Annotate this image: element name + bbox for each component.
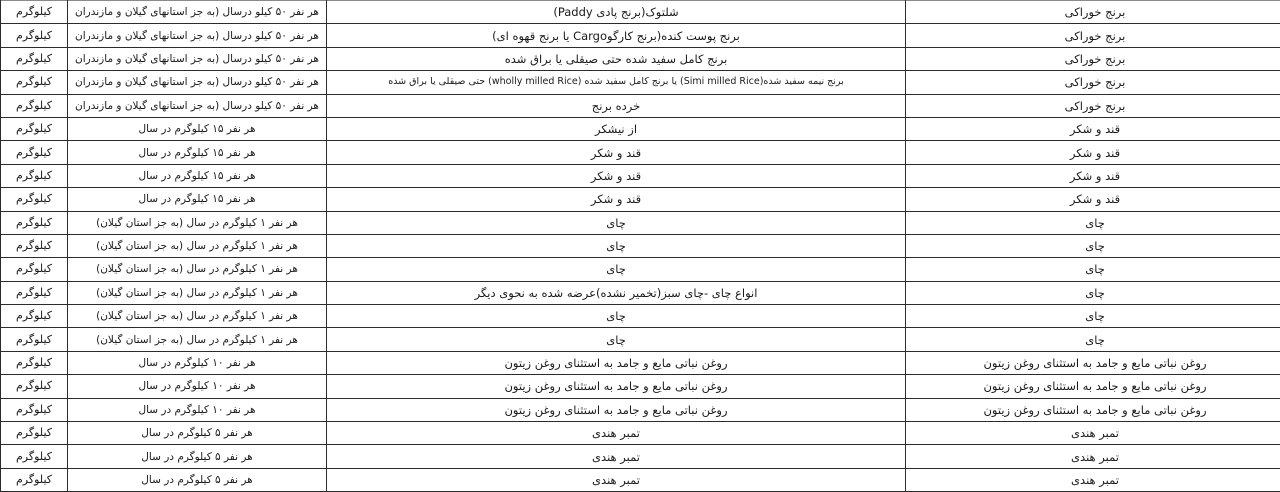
table-row xyxy=(1,117,1280,140)
cell-quota: هر نفر ۵۰ کیلو درسال (به جز استانهای گیلان و مازندران xyxy=(68,1,327,24)
cell-quota: هر نفر ۱ کیلوگرم در سال (به جز استان گیلان) xyxy=(68,328,327,351)
table-row xyxy=(1,1,1280,24)
cell-quota: هر نفر ۱ کیلوگرم در سال (به جز استان گیلان) xyxy=(68,258,327,281)
cell-unit: کیلوگرم xyxy=(1,468,68,491)
cell-description: روغن نباتی مایع و جامد به استثنای روغن زیتون xyxy=(327,375,906,398)
cell-description: خرده برنج xyxy=(327,94,906,117)
table-row xyxy=(1,281,1280,304)
cell-quota: هر نفر ۵ کیلوگرم در سال xyxy=(68,468,327,491)
cell-quota: هر نفر ۱۰ کیلوگرم در سال xyxy=(68,375,327,398)
cell-unit: کیلوگرم xyxy=(1,211,68,234)
cell-quota: هر نفر ۵۰ کیلو درسال (به جز استانهای گیلان و مازندران xyxy=(68,24,327,47)
cell-unit: کیلوگرم xyxy=(1,94,68,117)
cell-description: چای xyxy=(327,305,906,328)
cell-description: برنج نیمه سفید شده(Simi milled Rice) یا برنج کامل سفید شده (wholly milled Rice) حتی صیقلی یا براق شده xyxy=(327,71,906,94)
cell-description: قند و شکر xyxy=(327,164,906,187)
cell-group: قند و شکر xyxy=(906,188,1280,211)
cell-unit: کیلوگرم xyxy=(1,47,68,70)
cell-group: روغن نباتی مایع و جامد به استثنای روغن زیتون xyxy=(906,351,1280,374)
cell-quota: هر نفر ۵۰ کیلو درسال (به جز استانهای گیلان و مازندران xyxy=(68,94,327,117)
cell-unit: کیلوگرم xyxy=(1,164,68,187)
cell-group: چای xyxy=(906,234,1280,257)
cell-unit: کیلوگرم xyxy=(1,328,68,351)
cell-description: تمبر هندی xyxy=(327,422,906,445)
cell-group: تمبر هندی xyxy=(906,468,1280,491)
cell-unit: کیلوگرم xyxy=(1,422,68,445)
cell-description: چای xyxy=(327,328,906,351)
table-row xyxy=(1,258,1280,281)
cell-group: چای xyxy=(906,328,1280,351)
cell-group: چای xyxy=(906,258,1280,281)
cell-unit: کیلوگرم xyxy=(1,117,68,140)
table-row xyxy=(1,422,1280,445)
cell-group: روغن نباتی مایع و جامد به استثنای روغن زیتون xyxy=(906,398,1280,421)
cell-unit: کیلوگرم xyxy=(1,141,68,164)
table-row xyxy=(1,234,1280,257)
table-row xyxy=(1,188,1280,211)
cell-description: چای xyxy=(327,258,906,281)
cell-quota: هر نفر ۵۰ کیلو درسال (به جز استانهای گیلان و مازندران xyxy=(68,71,327,94)
cell-group: برنج خوراکی xyxy=(906,1,1280,24)
cell-unit: کیلوگرم xyxy=(1,305,68,328)
table-row xyxy=(1,375,1280,398)
cell-unit: کیلوگرم xyxy=(1,375,68,398)
cell-description: چای xyxy=(327,234,906,257)
table-row xyxy=(1,468,1280,491)
table-row xyxy=(1,71,1280,94)
cell-group: روغن نباتی مایع و جامد به استثنای روغن زیتون xyxy=(906,375,1280,398)
cell-group: چای xyxy=(906,211,1280,234)
cell-quota: هر نفر ۱۵ کیلوگرم در سال xyxy=(68,164,327,187)
cell-description: چای xyxy=(327,211,906,234)
cell-description: تمبر هندی xyxy=(327,468,906,491)
cell-quota: هر نفر ۵۰ کیلو درسال (به جز استانهای گیلان و مازندران xyxy=(68,47,327,70)
cell-unit: کیلوگرم xyxy=(1,1,68,24)
cell-quota: هر نفر ۱ کیلوگرم در سال (به جز استان گیلان) xyxy=(68,211,327,234)
cell-unit: کیلوگرم xyxy=(1,351,68,374)
cell-quota: هر نفر ۱۵ کیلوگرم در سال xyxy=(68,141,327,164)
cell-quota: هر نفر ۵ کیلوگرم در سال xyxy=(68,445,327,468)
cell-group: برنج خوراکی xyxy=(906,94,1280,117)
cell-quota: هر نفر ۱ کیلوگرم در سال (به جز استان گیلان) xyxy=(68,281,327,304)
table-row xyxy=(1,351,1280,374)
table-row xyxy=(1,47,1280,70)
table-row xyxy=(1,398,1280,421)
cell-group: قند و شکر xyxy=(906,164,1280,187)
cell-quota: هر نفر ۱ کیلوگرم در سال (به جز استان گیلان) xyxy=(68,234,327,257)
cell-quota: هر نفر ۱۵ کیلوگرم در سال xyxy=(68,188,327,211)
cell-group: تمبر هندی xyxy=(906,445,1280,468)
cell-unit: کیلوگرم xyxy=(1,281,68,304)
cell-unit: کیلوگرم xyxy=(1,258,68,281)
table-row xyxy=(1,445,1280,468)
table-body xyxy=(1,1,1280,492)
cell-description: برنج کامل سفید شده حتی صیقلی یا براق شده xyxy=(327,47,906,70)
cell-unit: کیلوگرم xyxy=(1,234,68,257)
table-row xyxy=(1,305,1280,328)
cell-group: چای xyxy=(906,281,1280,304)
cell-description: برنج پوست کنده(برنج کارگوCargo یا برنج قهوه ای) xyxy=(327,24,906,47)
cell-description: از نیشکر xyxy=(327,117,906,140)
cell-description: شلتوک(برنج پادی Paddy) xyxy=(327,1,906,24)
cell-quota: هر نفر ۱۰ کیلوگرم در سال xyxy=(68,398,327,421)
table-row xyxy=(1,141,1280,164)
cell-description: انواع چای -چای سبز(تخمیر نشده)عرضه شده به نحوی دیگر xyxy=(327,281,906,304)
cell-unit: کیلوگرم xyxy=(1,398,68,421)
cell-quota: هر نفر ۱ کیلوگرم در سال (به جز استان گیلان) xyxy=(68,305,327,328)
cell-description: قند و شکر xyxy=(327,188,906,211)
cell-quota: هر نفر ۱۰ کیلوگرم در سال xyxy=(68,351,327,374)
cell-group: برنج خوراکی xyxy=(906,47,1280,70)
cell-group: قند و شکر xyxy=(906,141,1280,164)
cell-description: تمبر هندی xyxy=(327,445,906,468)
table-row xyxy=(1,24,1280,47)
table-row xyxy=(1,328,1280,351)
cell-quota: هر نفر ۱۵ کیلوگرم در سال xyxy=(68,117,327,140)
cell-description: قند و شکر xyxy=(327,141,906,164)
cell-group: برنج خوراکی xyxy=(906,71,1280,94)
cell-unit: کیلوگرم xyxy=(1,188,68,211)
table-row xyxy=(1,94,1280,117)
cell-group: تمبر هندی xyxy=(906,422,1280,445)
cell-description: روغن نباتی مایع و جامد به استثنای روغن زیتون xyxy=(327,398,906,421)
table-row xyxy=(1,164,1280,187)
cell-group: برنج خوراکی xyxy=(906,24,1280,47)
cell-quota: هر نفر ۵ کیلوگرم در سال xyxy=(68,422,327,445)
table-row xyxy=(1,211,1280,234)
cell-unit: کیلوگرم xyxy=(1,24,68,47)
cell-group: چای xyxy=(906,305,1280,328)
cell-group: قند و شکر xyxy=(906,117,1280,140)
cell-description: روغن نباتی مایع و جامد به استثنای روغن زیتون xyxy=(327,351,906,374)
cell-unit: کیلوگرم xyxy=(1,71,68,94)
cell-unit: کیلوگرم xyxy=(1,445,68,468)
